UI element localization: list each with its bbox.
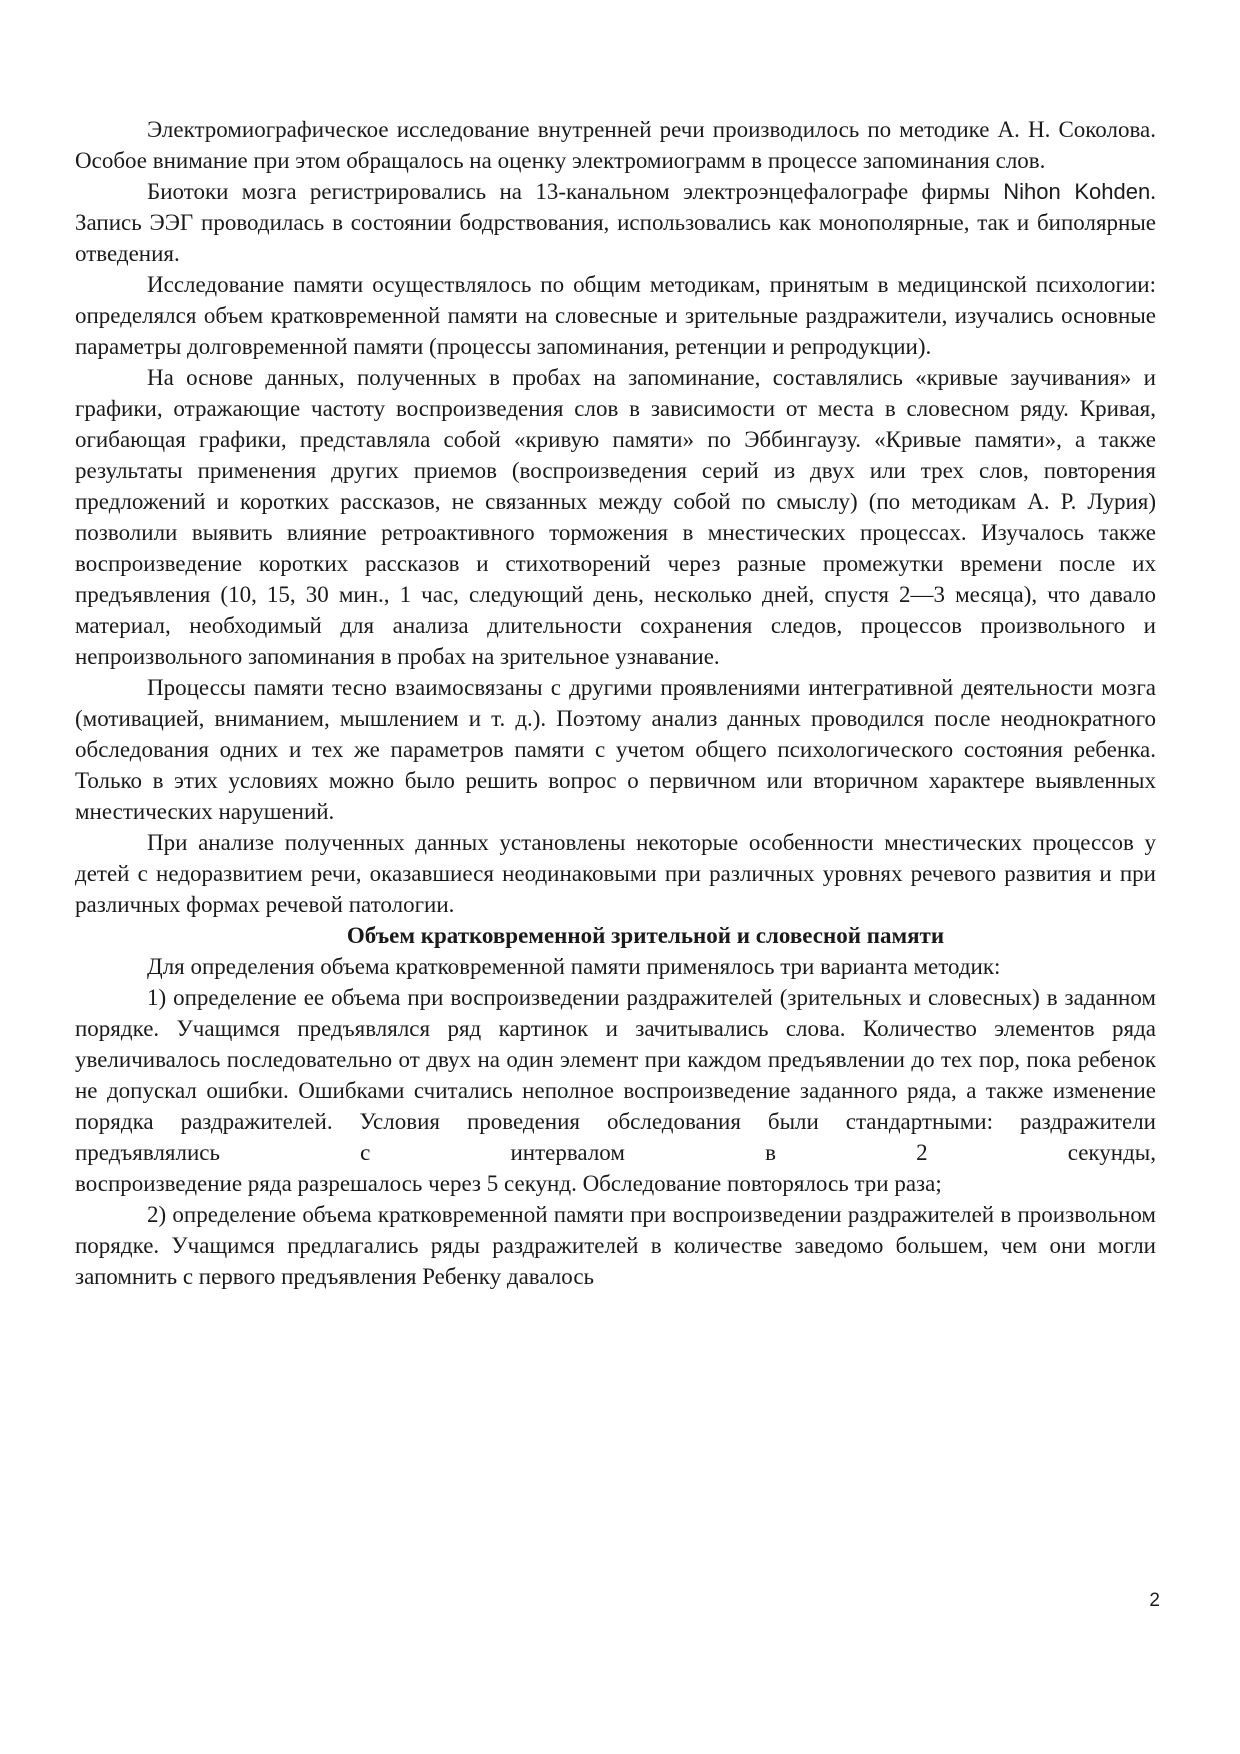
paragraph-memory-processes: Процессы памяти тесно взаимосвязаны с другими проявлениями интегративной деятельности мозга (мотивацией, вниманием, мышлением и т. д.). Поэтому анализ данных проводился после неоднократного обследования одних и тех же параметров памяти с учетом общего психологического состояния ребенка. Только в этих условиях можно было решить вопрос о первичном или вторичном характере выявленных мнестических нарушений.	[75, 675, 1156, 824]
paragraph-brain-biocurrents-start: Биотоки мозга регистрировались на 13-канальном электроэнцефалографе фирмы	[147, 179, 1004, 204]
paragraph-variant-1-tail: воспроизведение ряда разрешалось через 5 секунд. Обследование повторялось три раза;	[75, 1171, 942, 1196]
paragraph-brain-biocurrents-end: . Запись ЭЭГ проводилась в состоянии бодрствования, использовались как монополярные, так и биполярные отведения.	[75, 179, 1156, 266]
paragraph-memory-curves: На основе данных, полученных в пробах на запоминание, составлялись «кривые заучивания» и графики, отражающие частоту воспроизведения слов в зависимости от места в словесном ряду. Кривая, огибающая графики, представляла собой «кривую памяти» по Эббингаузу. «Кривые памяти», а также результаты применения других приемов (воспроизведения серий из двух или трех слов, повторения предложений и коротких рассказов, не связанных между собой по смыслу) (по методикам А. Р. Лурия) позволили выявить влияние ретроактивного торможения в мнестических процессах. Изучалось также воспроизведение коротких рассказов и стихотворений через разные промежутки времени после их предъявления (10, 15, 30 мин., 1 час, следующий день, несколько дней, спустя 2—3 месяца), что давало материал, необходимый для анализа длительности сохранения следов, процессов произвольного и непроизвольного запоминания в пробах на зрительное узнавание.	[75, 365, 1156, 669]
body-text	[75, 114, 1156, 1292]
paragraph-method-variants: Для определения объема кратковременной памяти применялось три варианта методик:	[147, 954, 1001, 979]
paragraph-memory-study: Исследование памяти осуществлялось по общим методикам, принятым в медицинской психологии: определялся объем кратковременной памяти на словесные и зрительные раздражители, изучались основные параметры долговременной памяти (процессы запоминания, ретенции и репродукции).	[75, 272, 1156, 359]
paragraph-analysis-results: При анализе полученных данных установлены некоторые особенности мнестических процессов у детей с недоразвитием речи, оказавшиеся неодинаковыми при различных уровнях речевого развития и при различных формах речевой патологии.	[75, 830, 1156, 917]
paragraph-variant-1: 1) определение ее объема при воспроизведении раздражителей (зрительных и словесных) в заданном порядке. Учащимся предъявлялся ряд картинок и зачитывались слова. Количество элементов ряда увеличивалось последовательно от двух на один элемент при каждом предъявлении до тех пор, пока ребенок не допускал ошибки. Ошибками считались неполное воспроизведение заданного ряда, а также изменение порядка раздражителей. Условия проведения обследования были стандартными: раздражители предъявлялись с интервалом в 2 секунды,	[75, 985, 1156, 1165]
paragraph-brain-biocurrents	[75, 176, 1156, 269]
paragraph-emg-method: Электромиографическое исследование внутренней речи производилось по методике А. Н. Соколова. Особое внимание при этом обращалось на оценку электромиограмм в процессе запоминания слов.	[75, 117, 1156, 173]
eeg-brand-name: Nihon Kohden	[1003, 179, 1151, 204]
paragraph-variant-2: 2) определение объема кратковременной памяти при воспроизведении раздражителей в произвольном порядке. Учащимся предлагались ряды раздражителей в количестве заведомо большем, чем они могли запомнить с первого предъявления Ребенку давалось	[75, 1202, 1156, 1289]
page-number: 2	[1149, 1590, 1160, 1611]
section-heading: Объем кратковременной зрительной и словесной памяти	[346, 923, 945, 948]
